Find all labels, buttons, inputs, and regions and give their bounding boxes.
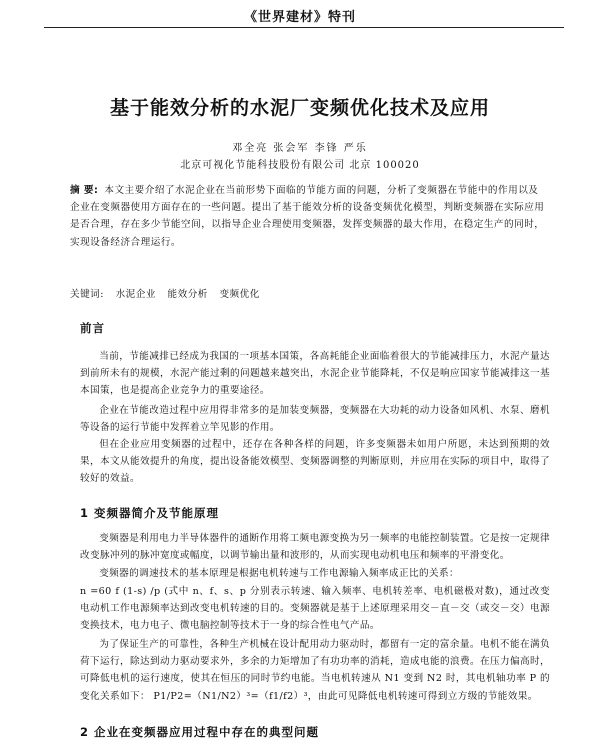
paragraph: 当前，节能减排已经成为我国的一项基本国策，各高耗能企业面临着很大的节能减排压力，水泥产量达到前所未有的规模，水泥产能过剩的问题越来越突出，水泥企业节能降耗，不仅是响应国家节能减排这一基本国策，也是提高企业竞争力的重要途径。 bbox=[80, 351, 550, 397]
abstract-text: 本文主要介绍了水泥企业在当前形势下面临的节能方面的问题，分析了变频器在节能中的作用以及企业在变频器使用方面存在的一些问题。提出了基于能效分析的设备变频优化模型，判断变频器在实际应用是否合理，存在多少节能空间，以指导企业合理使用变频器，发挥变频器的最大作用，在稳定生产的同时，实现设备经济合理运行。 bbox=[70, 185, 545, 248]
paragraph: 企业在节能改造过程中应用得非常多的是加装变频器，变频器在大功耗的动力设备如风机、水泵、磨机等设备的运行节能中发挥着立竿见影的作用。 bbox=[80, 405, 550, 434]
paragraph: 变频器是利用电力半导体器件的通断作用将工频电源变换为另一频率的电能控制装置。它是按一定规律改变脉冲列的脉冲宽度或幅度，以调节输出量和波形的，从而实现电动机电压和频率的平滑变化。 bbox=[80, 533, 550, 562]
keywords bbox=[70, 286, 268, 300]
keyword-item: 能效分析 bbox=[167, 289, 208, 300]
paragraph: n =60 f (1-s) /p (式中 n、f、s、p 分别表示转速、输入频率、电机转差率、电机磁极对数)，通过改变电动机工作电源频率达到改变电机转速的目的。变频器就是基于上述原理采用交－直－交（或交－交）电源变换技术，电力电子、微电脑控制等技术于一身的综合性电气产品。 bbox=[80, 586, 550, 632]
keyword-item: 水泥企业 bbox=[115, 289, 156, 300]
paragraph: 变频器的调速技术的基本原理是根据电机转速与工作电源输入频率成正比的关系： bbox=[99, 568, 459, 579]
abstract bbox=[70, 182, 546, 251]
abstract-label: 摘 要: bbox=[70, 185, 99, 196]
keyword-item: 变频优化 bbox=[219, 289, 260, 300]
journal-header: 《世界建材》特刊 bbox=[243, 10, 356, 25]
section-heading-intro: 前言 bbox=[80, 321, 105, 335]
paragraph: 为了保证生产的可靠性，各种生产机械在设计配用动力驱动时，都留有一定的富余量。电机不能在满负荷下运行，除达到动力驱动要求外，多余的力矩增加了有功功率的消耗，造成电能的浪费。在压力偏高时，可降低电机的运行速度，使其在恒压的同时节约电能。当电机转速从 N1 变到 N2 时，其电机轴功率 P 的变化关系如下： P1/P2=（N1/N2）³=（f1/f2）³，由此可见降低电机转速可得到立方级的节能效果。 bbox=[80, 639, 550, 702]
section-heading-2: 2 企业在变频器应用过程中存在的典型问题 bbox=[80, 725, 320, 739]
paragraph: 但在企业应用变频器的过程中，还存在各种各样的问题，许多变频器未如用户所愿，未达到预期的效果，本文从能效提升的角度，提出设备能效模型、变频器调整的判断原则，并应用在实际的项目中，取得了较好的效益。 bbox=[80, 439, 550, 485]
section-heading-1: 1 变频器简介及节能原理 bbox=[80, 506, 220, 520]
article-title: 基于能效分析的水泥厂变频优化技术及应用 bbox=[109, 97, 490, 119]
header-divider bbox=[44, 27, 564, 28]
article-affiliation: 北京可视化节能科技股份有限公司 北京 100020 bbox=[180, 160, 420, 171]
article-authors: 邓全亮 张会军 李锋 严乐 bbox=[232, 143, 368, 154]
keywords-label: 关键词: bbox=[70, 289, 105, 300]
